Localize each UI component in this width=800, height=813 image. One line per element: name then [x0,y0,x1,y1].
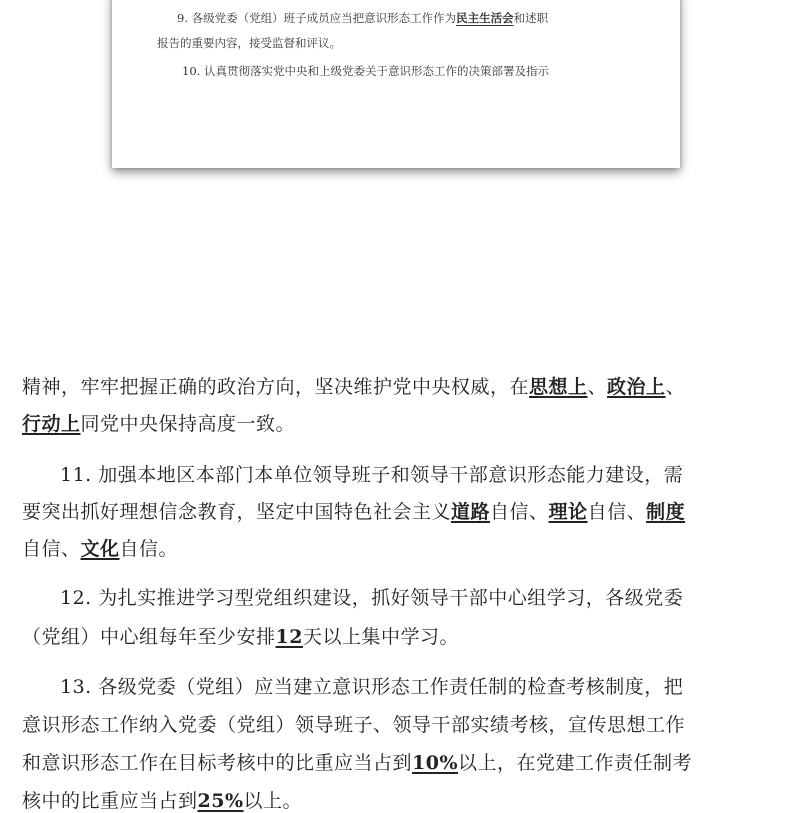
highlight-action: 行动上 [22,413,81,435]
separator: 、 [665,376,686,398]
highlight-days: 12 [275,626,303,648]
item-10-line: 10. 认真贯彻落实党中央和上级党委关于意识形态工作的决策部署及指示 [182,64,549,78]
text: 精神，牢牢把握正确的政治方向，坚决维护党中央权威，在 [22,376,530,398]
text: 天以上集中学习。 [302,626,459,648]
para-13-line-1: 13. 各级党委（党组）应当建立意识形态工作责任制的检查考核制度，把 [60,676,684,698]
item-9-text-tail: 和述职 [513,11,549,25]
highlight-politics: 政治上 [607,376,666,398]
text: 以上，在党建工作责任制考 [458,752,693,774]
item-9-line-1 [177,10,548,26]
para-11-line-3 [22,534,178,561]
para-12-line-2 [22,622,459,649]
text: 要突出抓好理想信念教育，坚定中国特色社会主义 [22,501,452,523]
item-9-highlight: 民主生活会 [456,11,514,25]
text: 以上。 [243,790,303,812]
text: 自信、 [22,538,81,560]
text: 同党中央保持高度一致。 [80,413,296,435]
separator: 、 [587,376,608,398]
text: （党组）中心组每年至少安排 [22,626,276,648]
highlight-culture: 文化 [80,538,120,560]
text: 和意识形态工作在目标考核中的比重应当占到 [22,752,413,774]
body-line-1 [22,372,685,399]
highlight-25-percent: 25% [197,790,244,812]
item-9-line-2: 报告的重要内容，接受监督和评议。 [157,36,341,50]
para-12-line-1: 12. 为扎实推进学习型党组织建设，抓好领导干部中心组学习，各级党委 [60,587,684,609]
highlight-road: 道路 [451,501,491,523]
text: 自信、 [490,501,549,523]
text: 核中的比重应当占到 [22,790,198,812]
para-11-line-1: 11. 加强本地区本部门本单位领导班子和领导干部意识形态能力建设，需 [60,464,684,486]
highlight-10-percent: 10% [412,752,459,774]
para-13-line-2: 意识形态工作纳入党委（党组）领导班子、领导干部实绩考核，宣传思想工作 [22,714,686,736]
text: 自信。 [119,538,179,560]
para-13-line-3 [22,748,692,775]
highlight-theory: 理论 [548,501,588,523]
body-line-2 [22,409,295,436]
item-9-text: 各级党委（党组）班子成员应当把意识形态工作作为 [191,11,457,25]
item-9-number: 9. [177,11,188,25]
para-11-line-2 [22,497,685,524]
highlight-thought: 思想上 [529,376,588,398]
document-preview-card [112,0,680,168]
highlight-system: 制度 [646,501,686,523]
text: 自信、 [587,501,647,523]
